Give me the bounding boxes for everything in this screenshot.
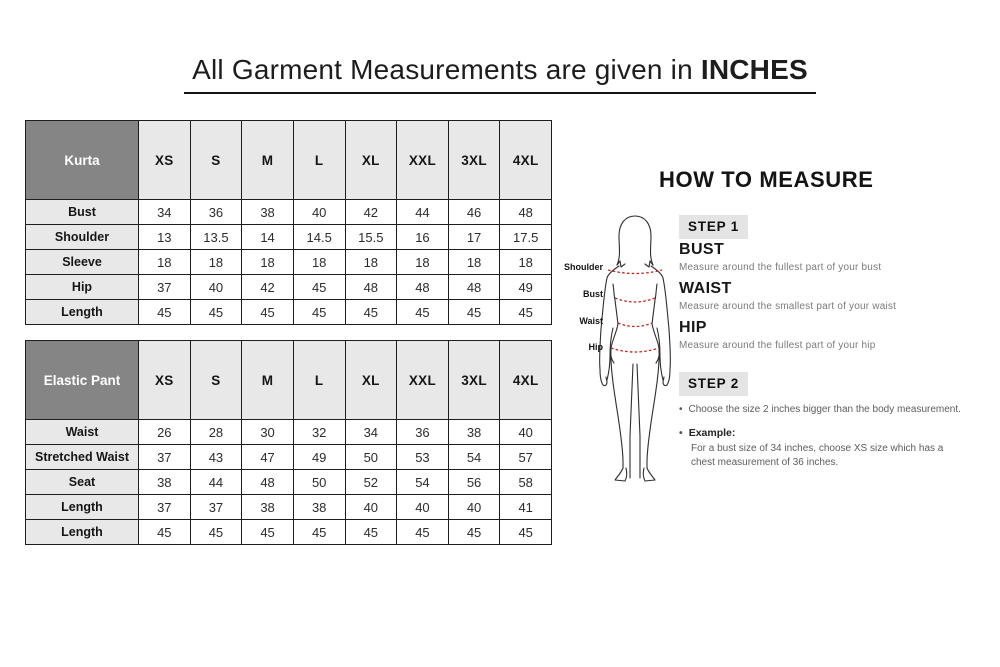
measurement-value-cell: 45 [500,300,552,325]
table-title-cell: Kurta [26,121,139,200]
row-label-cell: Length [26,300,139,325]
measurement-value-cell: 36 [397,420,449,445]
row-label-cell: Seat [26,470,139,495]
measure-desc-hip: Measure around the fullest part of your hip [679,340,876,351]
size-header-cell: 4XL [500,121,552,200]
measurement-value-cell: 13.5 [190,225,242,250]
measurement-value-cell: 13 [139,225,191,250]
measurement-value-cell: 45 [448,520,500,545]
row-label-cell: Shoulder [26,225,139,250]
measurement-row [26,200,552,225]
row-label-cell: Bust [26,200,139,225]
measurement-row [26,420,552,445]
figure-label-hip: Hip [588,342,603,352]
sizing-example [679,427,979,469]
measurement-value-cell: 37 [139,275,191,300]
measurement-value-cell: 45 [293,275,345,300]
measurement-value-cell: 45 [190,300,242,325]
size-header-cell: XL [345,341,397,420]
measurement-value-cell: 47 [242,445,294,470]
measurement-value-cell: 49 [500,275,552,300]
row-label-cell: Length [26,520,139,545]
size-header-cell: M [242,121,294,200]
measurement-row [26,470,552,495]
measurement-value-cell: 38 [242,200,294,225]
measurement-value-cell: 14 [242,225,294,250]
row-label-cell: Waist [26,420,139,445]
measurement-value-cell: 18 [448,250,500,275]
page-title-text [184,54,816,94]
measurement-value-cell: 38 [293,495,345,520]
row-label-cell: Length [26,495,139,520]
row-label-cell: Stretched Waist [26,445,139,470]
measurement-value-cell: 18 [242,250,294,275]
measurement-value-cell: 30 [242,420,294,445]
measurement-value-cell: 54 [448,445,500,470]
measurement-value-cell: 18 [190,250,242,275]
size-header-cell: XS [139,341,191,420]
size-header-row [26,121,552,200]
measurement-value-cell: 40 [190,275,242,300]
example-text-line: chest measurement of 36 inches. [691,456,839,468]
measurement-value-cell: 49 [293,445,345,470]
measurement-value-cell: 18 [139,250,191,275]
measurement-value-cell: 53 [397,445,449,470]
measurement-value-cell: 44 [397,200,449,225]
page-title [0,54,1000,94]
kurta-size-table [25,120,552,325]
example-label: • Example: [679,427,735,439]
measurement-value-cell: 14.5 [293,225,345,250]
how-to-measure-heading: HOW TO MEASURE [659,167,874,192]
measurement-value-cell: 18 [345,250,397,275]
measurement-row [26,300,552,325]
row-label-cell: Hip [26,275,139,300]
measurement-value-cell: 48 [448,275,500,300]
measurement-value-cell: 40 [500,420,552,445]
size-header-cell: M [242,341,294,420]
size-selection-tip: • Choose the size 2 inches bigger than the body measurement. [679,404,984,415]
measurement-value-cell: 45 [397,300,449,325]
measurement-value-cell: 37 [139,495,191,520]
measure-desc-waist: Measure around the smallest part of your waist [679,301,897,312]
measurement-value-cell: 17 [448,225,500,250]
measurement-value-cell: 45 [139,520,191,545]
size-header-cell: XXL [397,341,449,420]
measurement-value-cell: 17.5 [500,225,552,250]
measurement-row [26,445,552,470]
measurement-value-cell: 45 [139,300,191,325]
measurement-value-cell: 38 [242,495,294,520]
measurement-value-cell: 48 [500,200,552,225]
page-title-prefix: All Garment Measurements are given in [192,54,701,85]
measurement-value-cell: 38 [139,470,191,495]
figure-label-shoulder: Shoulder [563,262,603,272]
measurement-value-cell: 26 [139,420,191,445]
measurement-value-cell: 45 [397,520,449,545]
measurement-value-cell: 18 [397,250,449,275]
measurement-value-cell: 36 [190,200,242,225]
size-header-row [26,341,552,420]
figure-label-waist: Waist [579,316,603,326]
measurement-value-cell: 38 [448,420,500,445]
size-header-cell: XXL [397,121,449,200]
measurement-value-cell: 45 [448,300,500,325]
measurement-row [26,495,552,520]
measurement-value-cell: 37 [139,445,191,470]
size-header-cell: 4XL [500,341,552,420]
size-header-cell: L [293,121,345,200]
measurement-value-cell: 44 [190,470,242,495]
measurement-value-cell: 43 [190,445,242,470]
measurement-value-cell: 50 [345,445,397,470]
measurement-value-cell: 45 [345,300,397,325]
measurement-value-cell: 16 [397,225,449,250]
table-title-cell: Elastic Pant [26,341,139,420]
measurement-value-cell: 28 [190,420,242,445]
measurement-value-cell: 18 [293,250,345,275]
measurement-value-cell: 45 [345,520,397,545]
measurement-value-cell: 40 [448,495,500,520]
measurement-value-cell: 40 [293,200,345,225]
measurement-value-cell: 40 [345,495,397,520]
measurement-value-cell: 57 [500,445,552,470]
measurement-value-cell: 56 [448,470,500,495]
measurement-value-cell: 54 [397,470,449,495]
measurement-value-cell: 58 [500,470,552,495]
measurement-value-cell: 52 [345,470,397,495]
measurement-value-cell: 42 [242,275,294,300]
size-header-cell: 3XL [448,341,500,420]
elastic-pant-size-table [25,340,552,545]
measurement-value-cell: 45 [293,520,345,545]
measurement-row [26,275,552,300]
measurement-value-cell: 45 [242,300,294,325]
measure-term-waist: WAIST [679,280,732,297]
measurement-value-cell: 45 [293,300,345,325]
measure-desc-bust: Measure around the fullest part of your bust [679,262,882,273]
measurement-value-cell: 18 [500,250,552,275]
size-header-cell: S [190,341,242,420]
measurement-value-cell: 45 [190,520,242,545]
measurement-value-cell: 50 [293,470,345,495]
measure-term-hip: HIP [679,319,707,336]
size-header-cell: S [190,121,242,200]
size-header-cell: 3XL [448,121,500,200]
measurement-value-cell: 15.5 [345,225,397,250]
size-header-cell: XL [345,121,397,200]
measurement-value-cell: 41 [500,495,552,520]
measurement-value-cell: 34 [345,420,397,445]
measurement-value-cell: 45 [242,520,294,545]
row-label-cell: Sleeve [26,250,139,275]
measure-term-bust: BUST [679,241,725,258]
measurement-value-cell: 48 [345,275,397,300]
example-text-line: For a bust size of 34 inches, choose XS size which has a [691,443,944,454]
step2-badge: STEP 2 [679,372,748,396]
measurement-value-cell: 48 [242,470,294,495]
measurement-value-cell: 45 [500,520,552,545]
measurement-value-cell: 34 [139,200,191,225]
figure-label-bust: Bust [583,289,603,299]
measurement-value-cell: 48 [397,275,449,300]
measurement-value-cell: 42 [345,200,397,225]
measurement-value-cell: 32 [293,420,345,445]
step1-badge: STEP 1 [679,215,748,239]
size-header-cell: L [293,341,345,420]
measurement-row [26,250,552,275]
size-header-cell: XS [139,121,191,200]
measurement-value-cell: 46 [448,200,500,225]
measurement-value-cell: 40 [397,495,449,520]
measurement-row [26,520,552,545]
measurement-value-cell: 37 [190,495,242,520]
page-title-emphasis: INCHES [700,54,808,85]
measurement-row [26,225,552,250]
